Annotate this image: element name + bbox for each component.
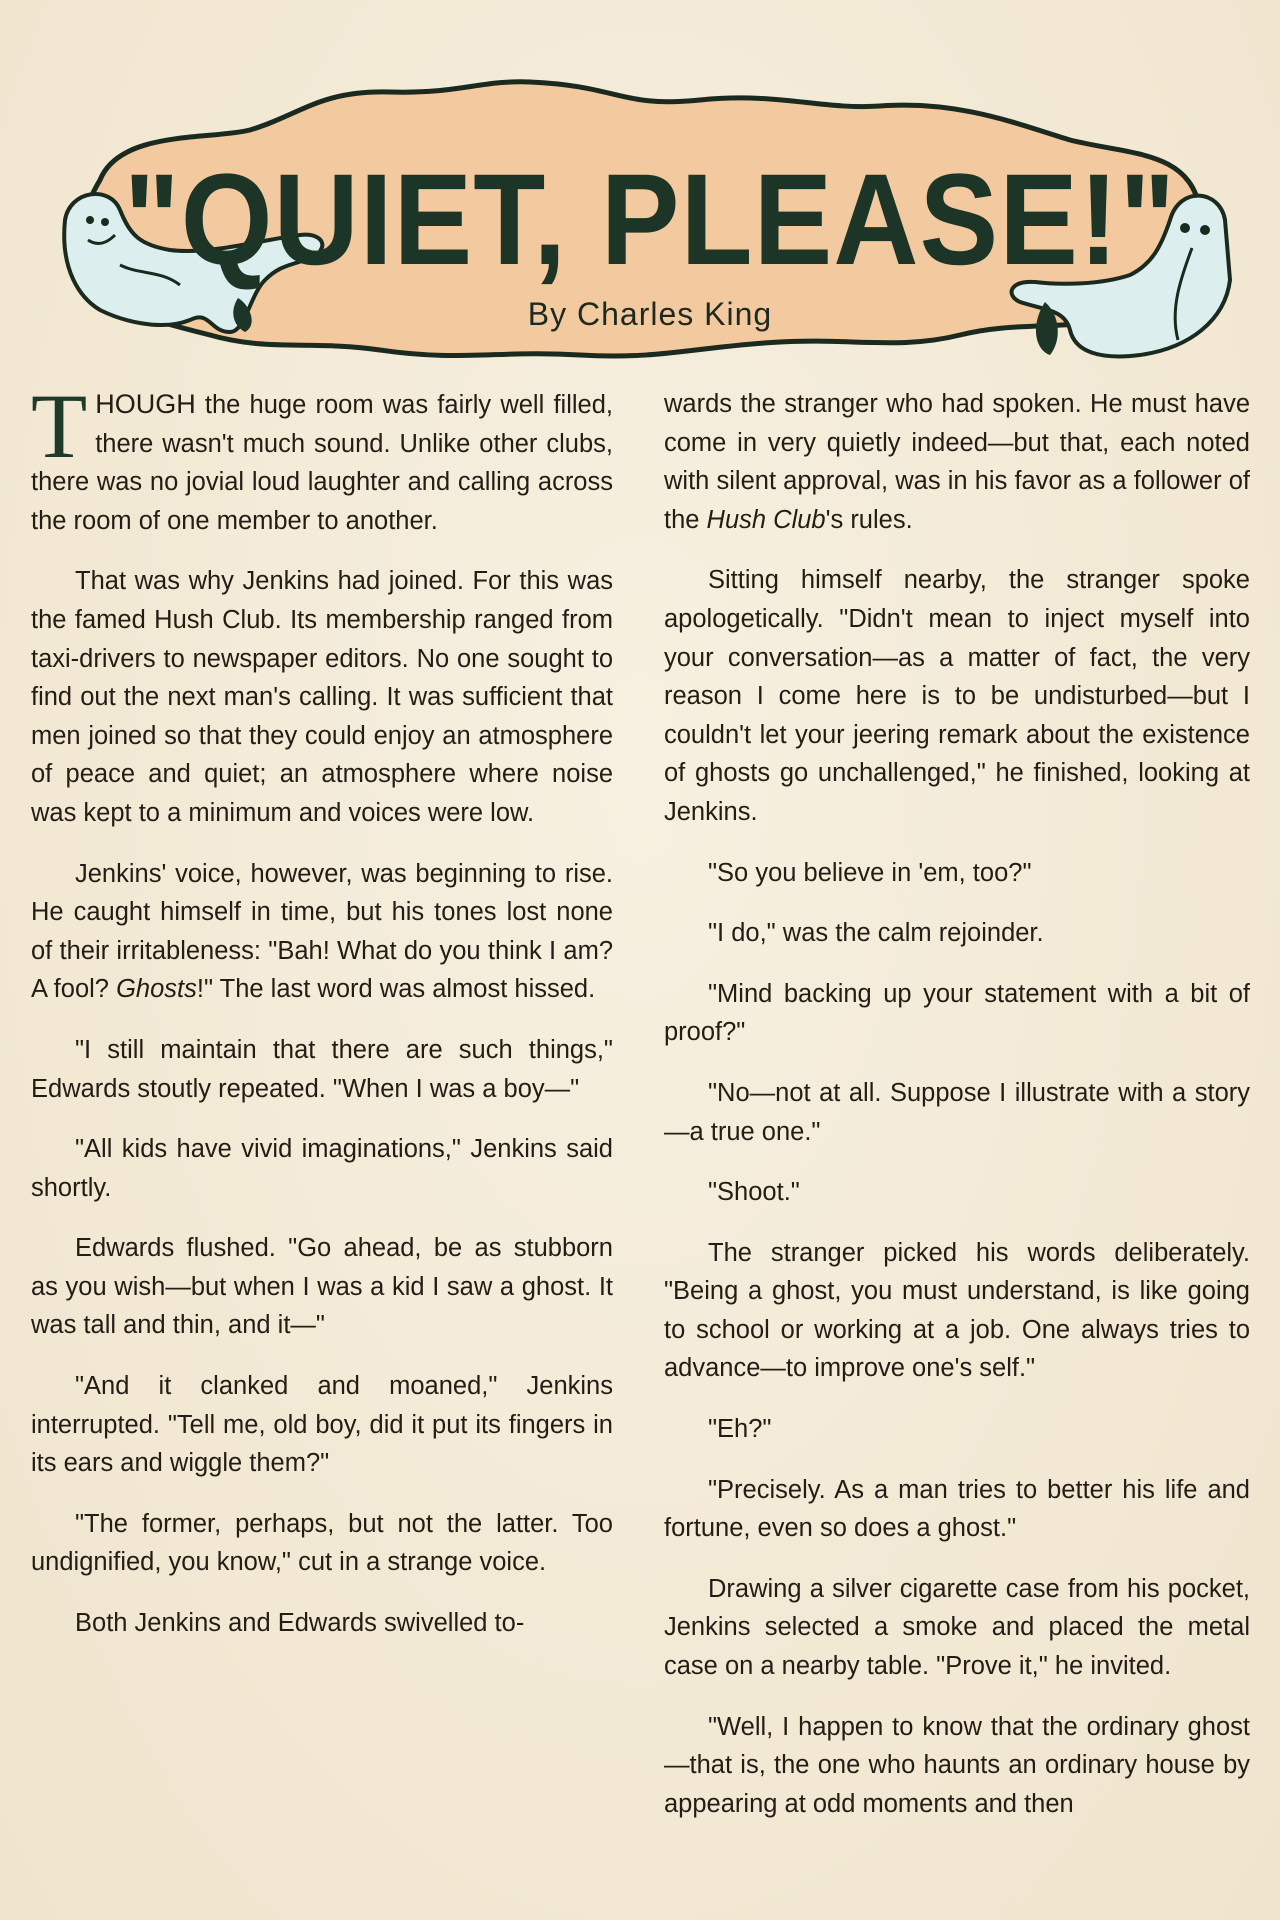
- story-paragraph: "All kids have vivid imaginations," Jenkins said shortly.: [31, 1135, 613, 1202]
- story-paragraph: "I do," was the calm rejoinder.: [708, 919, 1044, 948]
- story-paragraph: "So you believe in 'em, too?": [708, 858, 1032, 887]
- story-paragraph: "The former, perhaps, but not the latter. Too undignified, you know," cut in a strange voice.: [31, 1509, 613, 1577]
- story-paragraph: "Mind backing up your statement with a bit of proof?": [664, 979, 1250, 1047]
- story-paragraph: "Shoot.": [708, 1178, 800, 1207]
- story-paragraph: Edwards flushed. "Go ahead, be as stubborn as you wish—but when I was a kid I saw a ghost. It was tall and thin, and it—": [31, 1234, 613, 1340]
- italic-text: Hush Club: [706, 505, 826, 534]
- story-header-banner: [60, 70, 1240, 370]
- story-paragraph: "I still maintain that there are such things," Edwards stoutly repeated. "When I was a boy—": [31, 1035, 613, 1103]
- story-paragraph: That was why Jenkins had joined. For this was the famed Hush Club. Its membership ranged from taxi-drivers to newspaper editors. No one sought to find out the next man's calling. It was sufficient that men joined so that they could enjoy an atmosphere of peace and quiet; an atmosphere where noise was kept to a minimum and voices were low.: [31, 567, 613, 827]
- story-paragraph: THOUGH the huge room was fairly well filled, there wasn't much sound. Unlike other clubs, there was no jovial loud laughter and calling across the room of one member to another.: [31, 375, 613, 535]
- story-paragraph: "Precisely. As a man tries to better his life and fortune, even so does a ghost.": [664, 1475, 1250, 1543]
- opening-word: HOUGH: [95, 389, 196, 419]
- story-paragraph: Drawing a silver cigarette case from his pocket, Jenkins selected a smoke and placed the metal case on a nearby table. "Prove it," he invited.: [664, 1574, 1250, 1681]
- story-paragraph: The stranger picked his words deliberately. "Being a ghost, you must understand, is like going to school or working at a job. One always tries to advance—to improve one's self.": [664, 1238, 1250, 1383]
- story-paragraph: "Eh?": [708, 1415, 772, 1444]
- story-paragraph: "No—not at all. Suppose I illustrate with a story—a true one.": [664, 1078, 1250, 1146]
- story-paragraph: Sitting himself nearby, the stranger spoke apologetically. "Didn't mean to inject myself into your conversation—as a matter of fact, the very reason I come here is to be undisturbed—but I couldn't let your jeering remark about the existence of ghosts go unchallenged," he finished, looking at Jenkins.: [664, 566, 1250, 826]
- story-paragraph: "Well, I happen to know that the ordinary ghost—that is, the one who haunts an ordinary house by appearing at odd moments and then: [664, 1712, 1250, 1818]
- story-column-left: [31, 375, 613, 1665]
- story-column-right: [664, 385, 1250, 1845]
- story-paragraph: Jenkins' voice, however, was beginning to rise. He caught himself in time, but his tones lost none of their irritableness: "Bah! What do you think I am? A fool? Ghosts!" The last word was almost hissed.: [31, 859, 613, 1004]
- story-paragraph: wards the stranger who had spoken. He must have come in very quietly indeed—but that, each noted with silent approval, was in his favor as a follower of the Hush Club's rules.: [664, 390, 1250, 534]
- story-paragraph: Both Jenkins and Edwards swivelled to-: [75, 1609, 525, 1638]
- drop-cap: T: [31, 375, 88, 477]
- story-title: "QUIET, PLEASE!": [123, 147, 1177, 293]
- story-paragraph: "And it clanked and moaned," Jenkins interrupted. "Tell me, old boy, did it put its fingers in its ears and wiggle them?": [31, 1372, 613, 1478]
- story-byline: By Charles King: [527, 296, 773, 332]
- italic-text: Ghosts: [116, 975, 197, 1004]
